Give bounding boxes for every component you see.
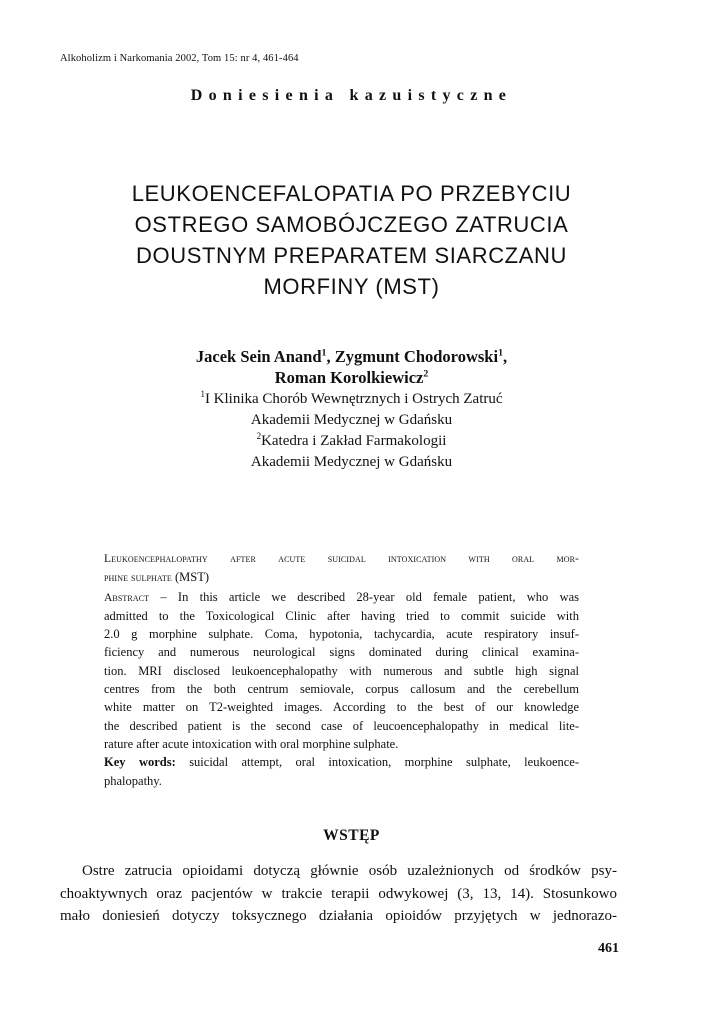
keywords-label: Key words:	[104, 755, 176, 770]
abstract-line: centres from the both centrum semiovale, corpus callosum and the cerebellum	[104, 682, 579, 697]
authors-line-2	[0, 367, 703, 388]
affiliation-line	[0, 431, 703, 452]
abstract-line: white matter on T2-weighted images. According to the best of our knowledge	[104, 700, 579, 715]
affiliation-marker: 1	[498, 347, 503, 359]
abstract-line: tion. MRI disclosed leukoencephalopathy with numerous and subtle high signal	[104, 663, 579, 678]
authors-line-1: Jacek Sein Anand$^1$, Zygmunt Chodorowski$^1$,	[195, 347, 508, 366]
affiliation-marker: 2	[423, 368, 429, 380]
abstract-title: Leukoencephalopathy after acute suicidal intoxication with oral mor-	[104, 553, 579, 565]
abstract-line: the described patient is the second case of leucoencephalopathy in medical lite-	[104, 718, 579, 733]
affiliations	[0, 389, 703, 473]
keywords-line: phalopathy.	[104, 773, 162, 788]
title-line: MORFINY (MST)	[263, 274, 440, 299]
abstract-line: ficiency and numerous neurological signs dominated during clinical examina-	[104, 645, 579, 660]
abstract-block	[104, 550, 579, 790]
author-name: Jacek Sein Anand	[195, 347, 322, 366]
title-line: LEUKOENCEFALOPATIA PO PRZEBYCIU	[131, 181, 572, 206]
intro-paragraph	[60, 860, 617, 928]
abstract-title-part: (MST)	[174, 570, 209, 585]
article-title	[0, 178, 703, 302]
affiliation-text: Katedra i Zakład Farmakologii	[261, 433, 447, 449]
keywords-text: suicidal attempt, oral intoxication, morphine sulphate, leukoence-	[189, 755, 580, 770]
abstract-line: 2.0 g morphine sulphate. Coma, hypotonia, tachycardia, acute respiratory insuf-	[104, 627, 579, 642]
section-heading: WSTĘP	[323, 827, 380, 844]
affiliation-marker: 2	[256, 431, 262, 441]
journal-citation: Alkoholizm i Narkomania 2002, Tom 15: nr 4, 461-464	[60, 53, 299, 64]
abstract-label: Abstract	[104, 591, 150, 604]
paragraph-line: mało doniesień dotyczy toksycznego działania opioidów przyjętych w jednorazo-	[60, 908, 617, 924]
author-name: Roman Korolkiewicz	[274, 368, 424, 387]
abstract-line	[104, 588, 579, 607]
section-label: Doniesienia kazuistyczne	[190, 87, 513, 104]
affiliation-line: Akademii Medycznej w Gdańsku	[250, 454, 453, 470]
affiliation-marker: 1	[200, 389, 205, 399]
paragraph-line: Ostre zatrucia opioidami dotyczą głównie osób uzależnionych od środków psy-	[82, 863, 617, 879]
keywords-line	[104, 753, 579, 771]
abstract-title-part: phine sulphate	[104, 572, 172, 585]
paragraph-line: choaktywnych oraz pacjentów w trakcie terapii odwykowej (3, 13, 14). Stosunkowo	[60, 885, 617, 902]
abstract-title-cont	[104, 568, 579, 587]
title-line: DOUSTNYM PREPARATEM SIARCZANU	[136, 243, 567, 268]
affiliation-text: I Klinika Chorób Wewnętrznych i Ostrych Zatruć	[204, 391, 503, 407]
title-line: OSTREGO SAMOBÓJCZEGO ZATRUCIA	[134, 212, 569, 237]
affiliation-marker: 1	[321, 347, 327, 359]
author-name: Zygmunt Chodorowski	[334, 347, 499, 366]
abstract-line: admitted to the Toxicological Clinic after having tried to commit suicide with	[104, 608, 579, 623]
page-number: 461	[598, 941, 619, 956]
abstract-text: – In this article we described 28-year old female patient, who was	[160, 589, 580, 604]
affiliation-line: Akademii Medycznej w Gdańsku	[250, 412, 453, 428]
abstract-line: rature after acute intoxication with oral morphine sulphate.	[104, 736, 399, 751]
affiliation-line	[0, 389, 703, 410]
author-list	[0, 346, 703, 388]
